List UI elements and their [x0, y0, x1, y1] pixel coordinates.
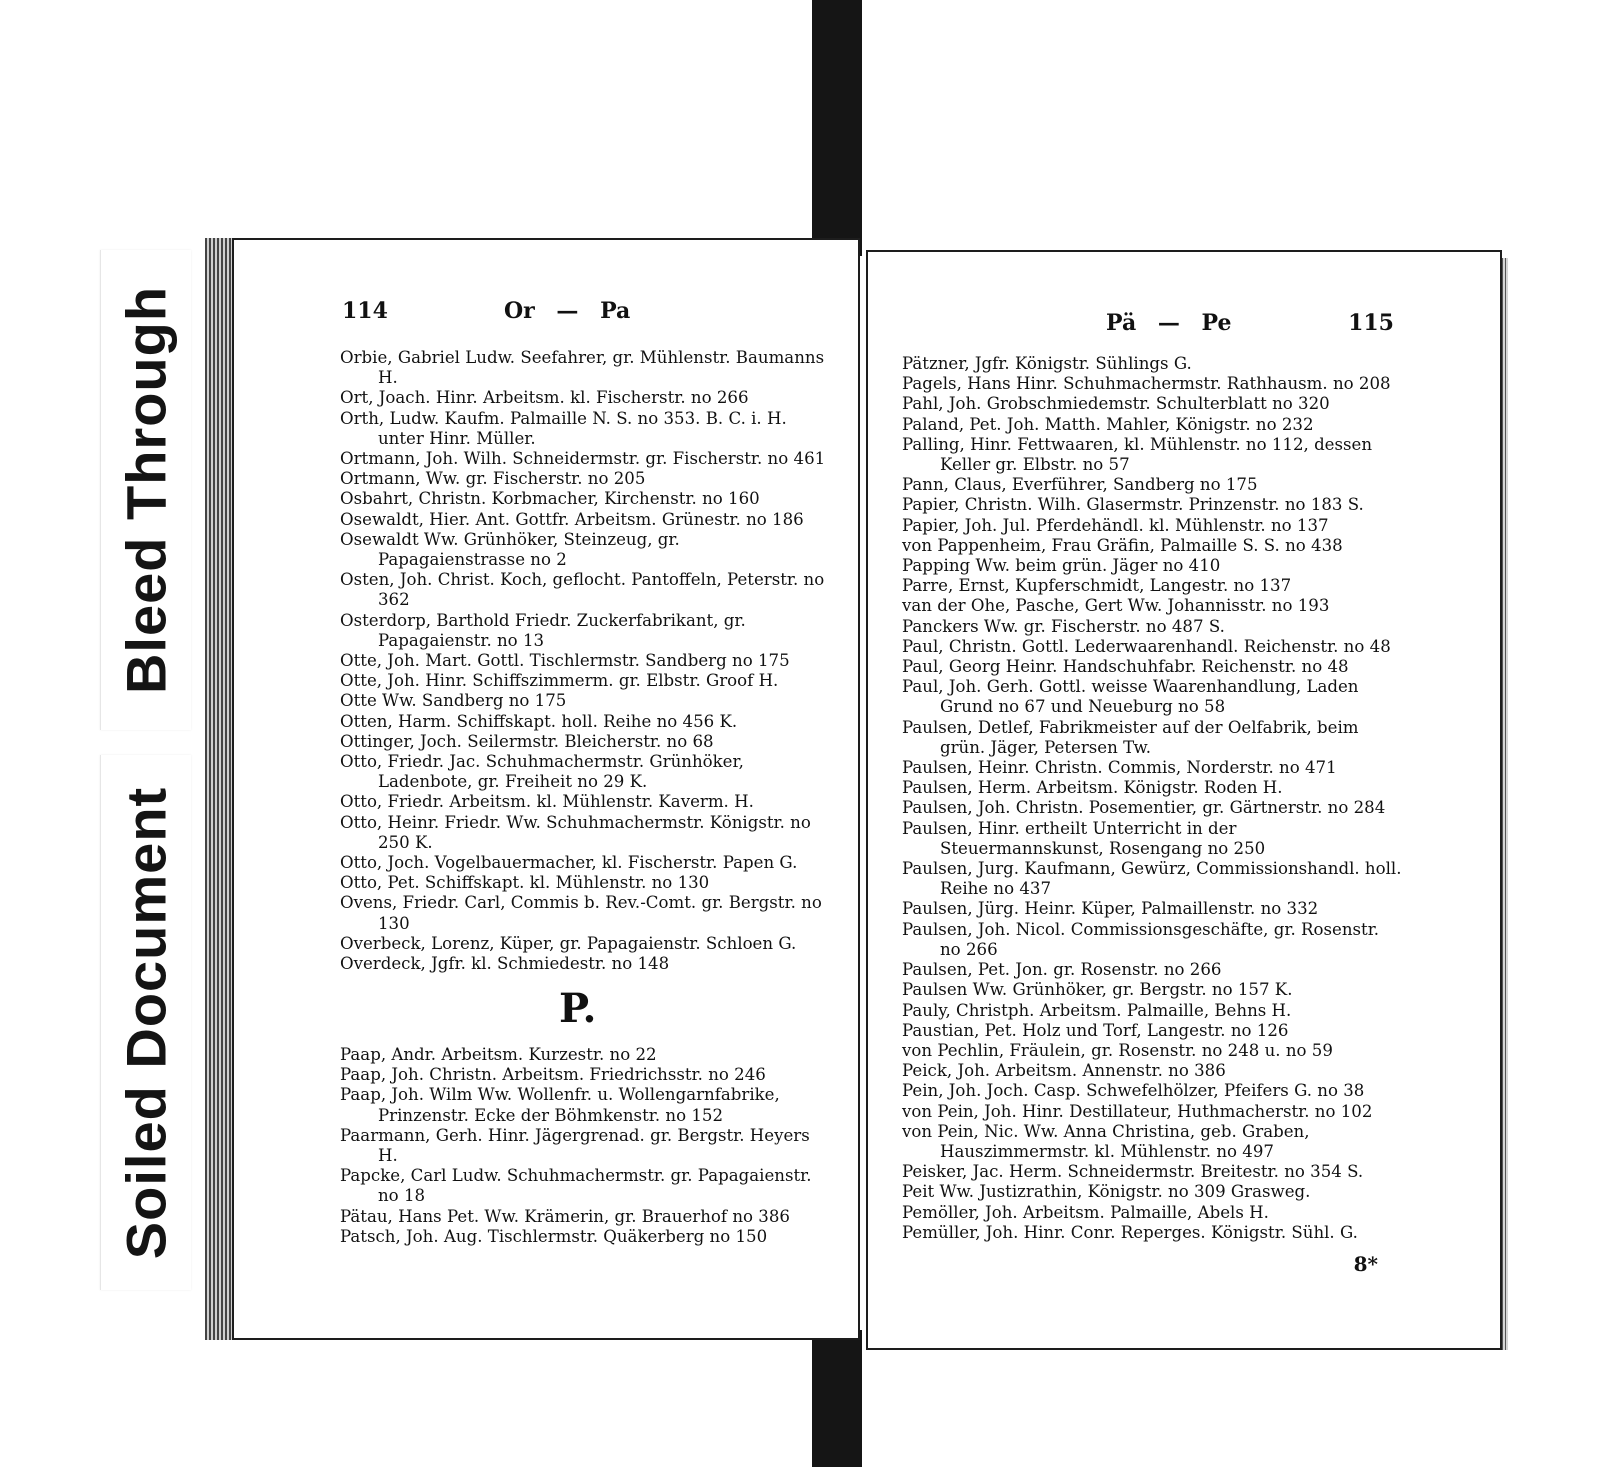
directory-entry: Paulsen Ww. Grünhöker, gr. Bergstr. no 157 K.	[902, 980, 1293, 1000]
directory-entry: Parre, Ernst, Kupferschmidt, Langestr. no 137	[902, 576, 1292, 596]
directory-entry: von Pappenheim, Frau Gräfin, Palmaille S. S. no 438	[902, 535, 1343, 555]
directory-entry: Paap, Andr. Arbeitsm. Kurzestr. no 22	[340, 1045, 657, 1064]
directory-entry: Osten, Joh. Christ. Koch, geflocht. Pantoffeln, Peterstr. no 362	[340, 570, 825, 610]
directory-entry: Pauly, Christph. Arbeitsm. Palmaille, Behns H.	[902, 1000, 1292, 1020]
directory-entry: Paulsen, Jurg. Kaufmann, Gewürz, Commissionshandl. holl. Reihe no 437	[902, 859, 1402, 899]
directory-entry: Paap, Joh. Wilm Ww. Wollenfr. u. Wollengarnfabrike, Prinzenstr. Ecke der Böhmkenstr. no 152	[340, 1085, 780, 1125]
directory-entry: Overdeck, Jgfr. kl. Schmiedestr. no 148	[340, 954, 670, 974]
directory-entry: Osewaldt, Hier. Ant. Gottfr. Arbeitsm. Grünestr. no 186	[340, 509, 804, 529]
directory-entry: Palling, Hinr. Fettwaaren, kl. Mühlenstr. no 112, dessen Keller gr. Elbstr. no 57	[902, 434, 1373, 475]
directory-entry: Osewaldt Ww. Grünhöker, Steinzeug, gr. Papagaienstrasse no 2	[340, 529, 680, 570]
directory-entry: Pagels, Hans Hinr. Schuhmachermstr. Rathhausm. no 208	[902, 374, 1391, 394]
directory-entry: Osterdorp, Barthold Friedr. Zuckerfabrikant, gr. Papagaienstr. no 13	[340, 610, 746, 650]
directory-entry: Otte, Joh. Mart. Gottl. Tischlermstr. Sandberg no 175	[340, 651, 790, 671]
directory-entry: Otto, Friedr. Arbeitsm. kl. Mühlenstr. Kaverm. H.	[340, 792, 754, 812]
directory-entry: Ovens, Friedr. Carl, Commis b. Rev.-Comt. gr. Bergstr. no 130	[340, 893, 822, 933]
directory-entry: Overbeck, Lorenz, Küper, gr. Papagaienstr. Schloen G.	[340, 933, 797, 953]
directory-entry: Pemüller, Joh. Hinr. Conr. Reperges. Königstr. Sühl. G.	[902, 1222, 1358, 1242]
directory-entry: Paul, Joh. Gerh. Gottl. weisse Waarenhandlung, Laden Grund no 67 und Neueburg no 58	[902, 677, 1359, 717]
right-running-head: Pä — Pe	[1106, 310, 1232, 336]
directory-entry: Orth, Ludw. Kaufm. Palmaille N. S. no 353. B. C. i. H. unter Hinr. Müller.	[340, 408, 787, 448]
right-entries-list	[902, 354, 1402, 1243]
bleed-through-label: Bleed Through	[114, 285, 178, 695]
directory-entry: Osbahrt, Christn. Korbmacher, Kirchenstr. no 160	[340, 489, 760, 509]
directory-entry: Paulsen, Detlef, Fabrikmeister auf der Oelfabrik, beim grün. Jäger, Petersen Tw.	[902, 717, 1359, 757]
binding-bottom-strip	[812, 1330, 862, 1467]
directory-entry: Paulsen, Herm. Arbeitsm. Königstr. Roden H.	[902, 778, 1283, 798]
directory-entry: Otto, Pet. Schiffskapt. kl. Mühlenstr. no 130	[340, 873, 710, 893]
directory-entry: Otte, Joh. Hinr. Schiffszimmerm. gr. Elbstr. Groof H.	[340, 671, 779, 691]
directory-entry: Ortmann, Joh. Wilh. Schneidermstr. gr. Fischerstr. no 461	[340, 449, 826, 469]
binding-top-strip	[812, 0, 862, 256]
directory-entry: Papping Ww. beim grün. Jäger no 410	[902, 556, 1221, 576]
directory-entry: Panckers Ww. gr. Fischerstr. no 487 S.	[902, 616, 1225, 636]
directory-entry: Pemöller, Joh. Arbeitsm. Palmaille, Abels H.	[902, 1202, 1269, 1222]
directory-entry: Papier, Joh. Jul. Pferdehändl. kl. Mühlenstr. no 137	[902, 515, 1329, 535]
left-entries-list	[340, 348, 830, 974]
directory-entry: Ottinger, Joch. Seilermstr. Bleicherstr. no 68	[340, 731, 714, 751]
directory-entry: Pätzner, Jgfr. Königstr. Sühlings G.	[902, 354, 1192, 373]
directory-entry: von Pechlin, Fräulein, gr. Rosenstr. no 248 u. no 59	[902, 1040, 1333, 1060]
directory-entry: Peisker, Jac. Herm. Schneidermstr. Breitestr. no 354 S.	[902, 1162, 1364, 1182]
directory-entry: Paul, Georg Heinr. Handschuhfabr. Reichenstr. no 48	[902, 657, 1349, 677]
directory-entry: Ort, Joach. Hinr. Arbeitsm. kl. Fischerstr. no 266	[340, 388, 749, 408]
directory-entry: Otto, Joch. Vogelbauermacher, kl. Fischerstr. Papen G.	[340, 853, 798, 873]
directory-entry: Pein, Joh. Joch. Casp. Schwefelhölzer, Pfeifers G. no 38	[902, 1081, 1365, 1101]
directory-entry: Peit Ww. Justizrathin, Königstr. no 309 Grasweg.	[902, 1182, 1311, 1202]
left-page-number: 114	[342, 298, 388, 324]
directory-entry: Peick, Joh. Arbeitsm. Annenstr. no 386	[902, 1061, 1226, 1081]
directory-entry: Paulsen, Joh. Christn. Posementier, gr. Gärtnerstr. no 284	[902, 798, 1386, 818]
directory-entry: Pahl, Joh. Grobschmiedemstr. Schulterblatt no 320	[902, 394, 1330, 414]
left-p-entries-list	[340, 1045, 830, 1247]
directory-entry: Paustian, Pet. Holz und Torf, Langestr. no 126	[902, 1020, 1289, 1040]
signature-mark: 8*	[1353, 1252, 1378, 1276]
directory-entry: von Pein, Joh. Hinr. Destillateur, Huthmacherstr. no 102	[902, 1101, 1373, 1121]
directory-entry: Paulsen, Pet. Jon. gr. Rosenstr. no 266	[902, 960, 1222, 980]
directory-entry: Pätau, Hans Pet. Ww. Krämerin, gr. Brauerhof no 386	[340, 1206, 790, 1226]
directory-entry: Papcke, Carl Ludw. Schuhmachermstr. gr. Papagaienstr. no 18	[340, 1166, 812, 1206]
directory-entry: Paulsen, Hinr. ertheilt Unterricht in der Steuermannskunst, Rosengang no 250	[902, 818, 1266, 858]
directory-entry: Pann, Claus, Everführer, Sandberg no 175	[902, 475, 1258, 495]
bleed-through-stamp	[100, 250, 191, 730]
directory-entry: Orbie, Gabriel Ludw. Seefahrer, gr. Mühlenstr. Baumanns H.	[340, 348, 825, 388]
right-page-number: 115	[1348, 310, 1394, 336]
directory-entry: Paulsen, Joh. Nicol. Commissionsgeschäfte, gr. Rosenstr. no 266	[902, 919, 1380, 959]
directory-entry: Paul, Christn. Gottl. Lederwaarenhandl. Reichenstr. no 48	[902, 636, 1391, 656]
soiled-document-label: Soiled Document	[114, 786, 178, 1259]
directory-entry: Paulsen, Heinr. Christn. Commis, Norderstr. no 471	[902, 758, 1337, 778]
directory-entry: Paarmann, Gerh. Hinr. Jägergrenad. gr. Bergstr. Heyers H.	[340, 1125, 810, 1166]
directory-entry: Otto, Heinr. Friedr. Ww. Schuhmachermstr. Königstr. no 250 K.	[340, 812, 811, 852]
left-page	[232, 238, 860, 1340]
right-page	[866, 250, 1502, 1350]
section-letter: P.	[559, 985, 597, 1032]
directory-entry: Paap, Joh. Christn. Arbeitsm. Friedrichsstr. no 246	[340, 1065, 766, 1085]
directory-entry: Papier, Christn. Wilh. Glasermstr. Prinzenstr. no 183 S.	[902, 495, 1364, 515]
directory-entry: Patsch, Joh. Aug. Tischlermstr. Quäkerberg no 150	[340, 1226, 768, 1246]
directory-entry: Ortmann, Ww. gr. Fischerstr. no 205	[340, 469, 646, 489]
directory-entry: Otte Ww. Sandberg no 175	[340, 691, 567, 711]
soiled-document-stamp	[100, 755, 191, 1290]
directory-entry: von Pein, Nic. Ww. Anna Christina, geb. Graben, Hauszimmermstr. kl. Mühlenstr. no 497	[902, 1121, 1310, 1161]
directory-entry: van der Ohe, Pasche, Gert Ww. Johannisstr. no 193	[902, 596, 1330, 616]
directory-entry: Paland, Pet. Joh. Matth. Mahler, Königstr. no 232	[902, 414, 1314, 434]
directory-entry: Paulsen, Jürg. Heinr. Küper, Palmaillenstr. no 332	[902, 899, 1319, 919]
directory-entry: Otten, Harm. Schiffskapt. holl. Reihe no 456 K.	[340, 711, 738, 731]
directory-entry: Otto, Friedr. Jac. Schuhmachermstr. Grünhöker, Ladenbote, gr. Freiheit no 29 K.	[340, 752, 744, 792]
left-running-head: Or — Pa	[504, 298, 631, 324]
